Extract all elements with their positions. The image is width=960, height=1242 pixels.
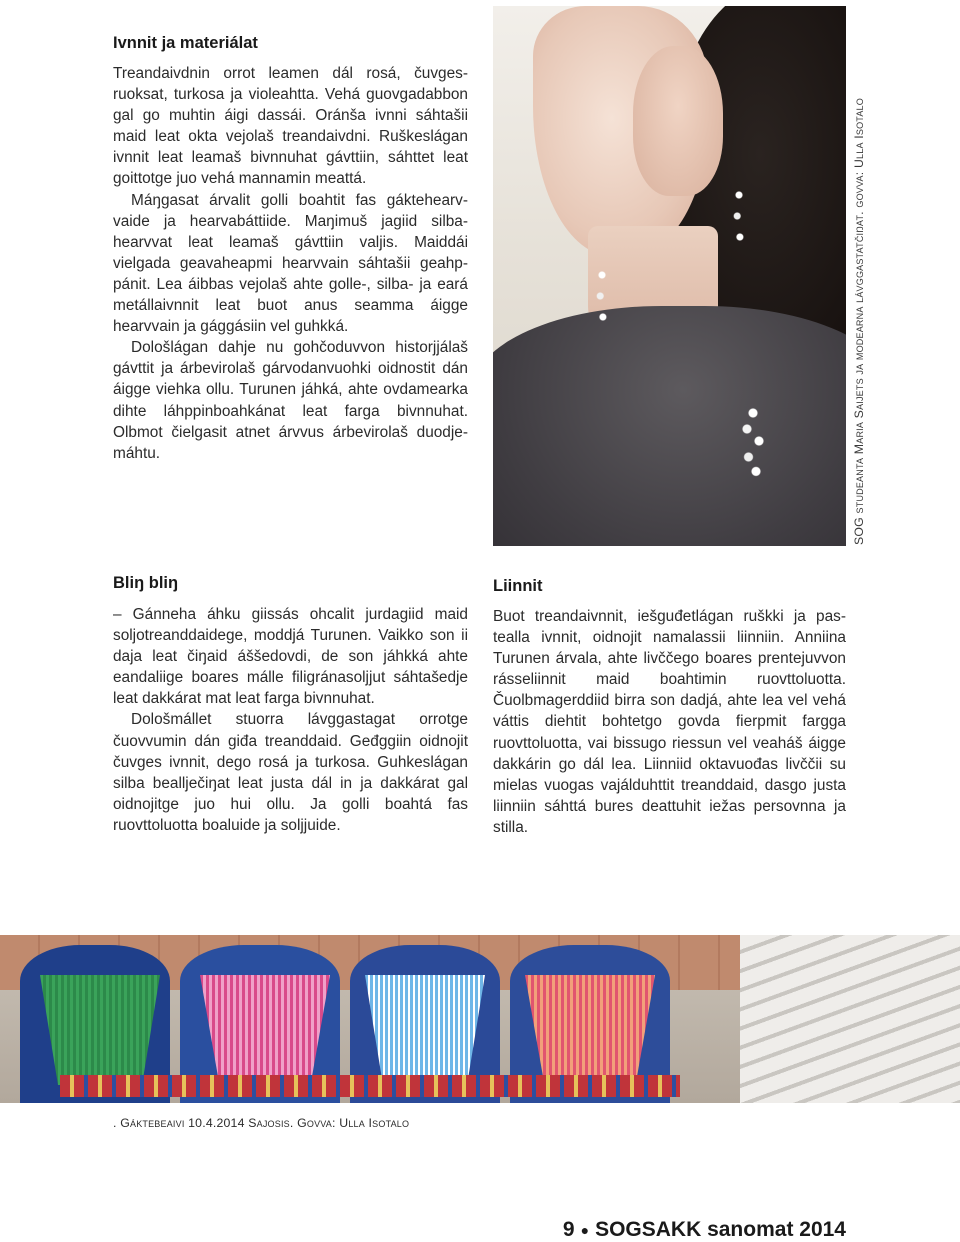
photo-fringe-lightblue — [365, 975, 485, 1085]
photo-fringe-green — [40, 975, 160, 1085]
photo-fringe-red — [525, 975, 655, 1085]
page-number: 9 — [562, 1218, 575, 1241]
paragraph: Buot treandaivnnit, iešguđetlágan ruškki ja pastealla ivnnit, oidnojit namalassii liinniin. Anniina Turunen árvala, ahte livččego boares prentejuvvon rásseliinnit maid boahtimin ruovttoluotta. Čuolbmagerddiid birra son dadjá, ahte lea vel vehá váttis diehtit bohtetgo govda fierpmit fargga ruovttoluotta, vai bissugo riessun vel veaháš áigge dakkárin go dál lea. Liinniid oktavuođas livččii su mielas vuogas vajálduhttit treanddaid, dasgo justa liinniin sáhttá bures deattuhit iežas persovnna ja stilla. — [493, 608, 846, 836]
paragraph: Treandaivdnin orrot leamen dál rosá, čuvgesruoksat, turkosa ja violeahtta. Vehá guovgadabbon gal go muhtin áigi dassái. Oránša ivnni sáhtašii maid leat okta vejolaš treandaivdni. Ruškeslágan ivnnit leat leamaš bivnnuhat gávttiin, sáhttet leat goittotge juo vehá mannamin meattá. — [113, 65, 468, 188]
photo-hand — [633, 46, 723, 196]
photo-shirt — [493, 306, 846, 546]
paragraph: Máŋgasat árvalit golli boahtit fas gáktehearvvaide ja hearvabáttiide. Maŋimuš jagiid silbahearvvat leat leamaš gávttiin valjis. Maiddái vielgada geavaheapmi hearvvain sáhtašii geahppánit. Lea áibbas vejolaš ahte golle-, silba- ja eará metállaivnnit leat buot anus seamma áigge hearvvain ja gággásiin vel guhkká. — [113, 191, 468, 336]
section-heading-scarves: Liinnit — [493, 577, 543, 595]
section-heading-colors: Ivnnit ja materiálat — [113, 34, 258, 52]
photo-caption: . Gáktebeaivi 10.4.2014 Sajosis. Govva: Ulla Isotalo — [113, 1116, 410, 1130]
photo-woven-belt — [60, 1075, 680, 1097]
paragraph: Dološlágan dahje nu gohčoduvvon historjjálaš gávttit ja árbevirolaš gárvodanvuohki oidnostit dán áigge viehka ollu. Turunen jáhká, ahte ovdamearka dihte láhppinboahkánat leat farga bivnnuhat. Olbmot čielgasit atnet árvvus árbevirolaš duodjemáhtu. — [113, 339, 468, 462]
paragraph: Dološmállet stuorra lávggastagat orrotge čuovvumin dán giđa treanddaid. Geđggiin oidnojit čuvges ivnnit, dego rosá ja turkosa. Guhkeslágan silba beallječiŋat leat justa dál in ja dakkárat gal oidnojitge juo hui ollu. Ja golli boahtá fas ruovttoluotta boaluide ja soljjuide. — [113, 711, 468, 834]
article-column-colors — [113, 63, 468, 464]
bullet-icon: ● — [580, 1222, 590, 1239]
earring-right-icon — [730, 181, 748, 251]
paragraph: – Gánneha áhku giissás ohcalit jurdagiid maid soljotreanddaidege, moddjá Turunen. Vaikko son ii daja leat čiŋaid áššedovdi, de son jáhkká ahte eandaliige boares málle filigránasoljjut sáhtašedje leat dakkárat mat leat farga bivnnuhat. — [113, 606, 468, 708]
publication-name: SOGSAKK sanomat 2014 — [595, 1218, 846, 1241]
earring-left-icon — [593, 261, 611, 331]
necklace-pendant-icon — [738, 401, 768, 481]
section-heading-bling: Bliŋ bliŋ — [113, 574, 179, 592]
photo-fringe-pink — [200, 975, 330, 1085]
photo-window-blinds — [740, 935, 960, 1103]
page-footer — [563, 1218, 846, 1242]
costumes-photo — [0, 935, 960, 1103]
article-column-bling — [113, 604, 468, 836]
photo-credit: SOG studeanta Maria Saijets ja modearna lávggastatčiŋat. govva: Ulla Isotalo — [852, 98, 866, 545]
article-column-scarves — [493, 606, 846, 838]
portrait-photo — [493, 6, 846, 546]
